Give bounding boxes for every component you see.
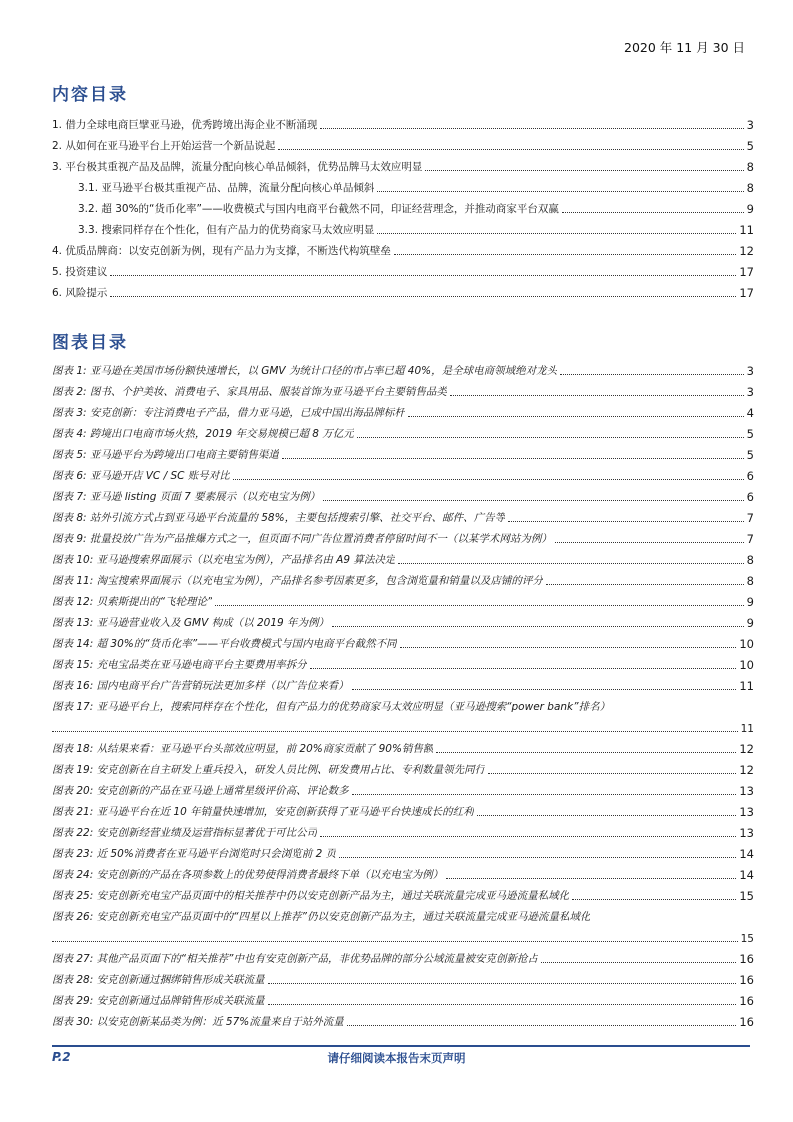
toc-entry-page: 9 [746, 202, 754, 216]
figure-entry-label: 图表 17: 亚马逊平台上，搜索同样存在个性化，但有产品力的优势商家马太效应明显（亚马逊搜索“power bank”排名） [52, 701, 611, 713]
figure-entry-label: 图表 29: 安克创新通过品牌销售形成关联流量 [52, 995, 265, 1007]
figure-entry-label: 图表 18: 从结果来看：亚马逊平台头部效应明显，前 20%商家贡献了 90%销售额 [52, 743, 434, 755]
leader-dots [320, 128, 743, 129]
leader-dots [477, 815, 737, 816]
figure-entry-label: 图表 12: 贝索斯提出的“飞轮理论” [52, 596, 213, 608]
toc-entry-page: 12 [739, 244, 754, 258]
figure-entry-label: 图表 25: 安克创新充电宝产品页面中的相关推荐中仍以安克创新产品为主，通过关联流量完成亚马逊流量私域化 [52, 890, 570, 902]
leader-dots [560, 374, 744, 375]
figure-entry-10[interactable] [52, 551, 754, 567]
figure-entry-page: 15 [740, 933, 754, 945]
leader-dots [408, 416, 744, 417]
toc-entry-page: 8 [746, 181, 754, 195]
leader-dots [52, 731, 738, 732]
figure-entry-label: 图表 30: 以安克创新某品类为例：近 57%流量来自于站外流量 [52, 1016, 344, 1028]
figure-entry-27[interactable] [52, 950, 754, 966]
figure-entry-page: 5 [746, 448, 754, 462]
figure-entry-page: 3 [746, 385, 754, 399]
figure-entry-page: 5 [746, 427, 754, 441]
leader-dots [347, 1025, 737, 1026]
figure-entry-9[interactable] [52, 530, 754, 546]
figure-entry-23[interactable] [52, 845, 754, 861]
content-toc-title: 内容目录 [52, 85, 128, 105]
figure-entry-label: 图表 3: 安克创新：专注消费电子产品，借力亚马逊，已成中国出海品牌标杆 [52, 407, 405, 419]
figure-entry-29[interactable] [52, 992, 754, 1008]
figure-entry-18[interactable] [52, 740, 754, 756]
leader-dots [52, 941, 738, 942]
report-date: 2020 年 11 月 30 日 [624, 40, 745, 55]
leader-dots [110, 296, 736, 297]
figure-entry-15[interactable] [52, 656, 754, 672]
figure-entry-label: 图表 23: 近 50%消费者在亚马逊平台浏览时只会浏览前 2 页 [52, 848, 337, 860]
figure-entry-label: 图表 15: 充电宝品类在亚马逊电商平台主要费用率拆分 [52, 659, 307, 671]
figure-entry-16[interactable] [52, 677, 754, 693]
toc-entry-label: 3.1. 亚马逊平台极其重视产品、品牌，流量分配向核心单品倾斜 [78, 182, 375, 194]
figure-entry-24[interactable] [52, 866, 754, 882]
figure-entry-label: 图表 27: 其他产品页面下的“相关推荐”中也有安克创新产品，非优势品牌的部分公域流量被安克创新抢占 [52, 953, 538, 965]
leader-dots [400, 647, 737, 648]
leader-dots [508, 521, 744, 522]
toc-entry-page: 17 [739, 286, 754, 300]
toc-entry-label: 6. 风险提示 [52, 287, 108, 299]
toc-entry-5[interactable] [52, 263, 754, 279]
toc-entry-label: 4. 优质品牌商：以安克创新为例，现有产品力为支撑，不断迭代构筑壁垒 [52, 245, 391, 257]
figure-entry-label: 图表 7: 亚马逊 listing 页面 7 要素展示（以充电宝为例） [52, 491, 321, 503]
figure-entry-page: 16 [739, 952, 754, 966]
leader-dots [352, 794, 737, 795]
toc-entry-3-1[interactable] [78, 179, 754, 195]
leader-dots [562, 212, 744, 213]
toc-entry-page: 8 [746, 160, 754, 174]
figure-entry-label: 图表 6: 亚马逊开店 VC / SC 账号对比 [52, 470, 230, 482]
toc-entry-label: 3.2. 超 30%的“货币化率”——收费模式与国内电商平台截然不同，印证经营理念，并推动商家平台双赢 [78, 203, 559, 215]
figure-entry-label: 图表 2: 图书、个护美妆、消费电子、家具用品、服装首饰为亚马逊平台主要销售品类 [52, 386, 447, 398]
figure-entry-label: 图表 16: 国内电商平台广告营销玩法更加多样（以广告位来看） [52, 680, 349, 692]
figure-entry-page: 12 [739, 742, 754, 756]
leader-dots [233, 479, 744, 480]
toc-entry-page: 3 [746, 118, 754, 132]
toc-entry-label: 1. 借力全球电商巨擘亚马逊，优秀跨境出海企业不断涌现 [52, 119, 318, 131]
figure-entry-25[interactable] [52, 887, 754, 903]
figure-entry-page: 16 [739, 1015, 754, 1029]
figure-entry-page: 10 [739, 658, 754, 672]
figure-entry-label: 图表 4: 跨境出口电商市场火热，2019 年交易规模已超 8 万亿元 [52, 428, 354, 440]
leader-dots [394, 254, 737, 255]
figure-entry-page: 7 [746, 532, 754, 546]
figure-entry-12[interactable] [52, 593, 754, 609]
figure-entry-label: 图表 14: 超 30%的“货币化率”——平台收费模式与国内电商平台截然不同 [52, 638, 397, 650]
figure-entry-label: 图表 22: 安克创新经营业绩及运营指标显著优于可比公司 [52, 827, 318, 839]
leader-dots [268, 983, 737, 984]
figure-entry-30[interactable] [52, 1013, 754, 1029]
figure-entry-page: 15 [739, 889, 754, 903]
figure-entry-label: 图表 1: 亚马逊在美国市场份额快速增长，以 GMV 为统计口径的市占率已超 40%，是全球电商领域绝对龙头 [52, 365, 558, 377]
figure-entry-26-continuation[interactable] [52, 929, 754, 945]
leader-dots [332, 626, 744, 627]
leader-dots [310, 668, 737, 669]
leader-dots [377, 191, 743, 192]
figure-entry-6[interactable] [52, 467, 754, 483]
figure-entry-26[interactable] [52, 908, 754, 924]
figure-entry-4[interactable] [52, 425, 754, 441]
toc-entry-page: 5 [746, 139, 754, 153]
figure-entry-17[interactable] [52, 698, 754, 714]
figure-entry-page: 7 [746, 511, 754, 525]
leader-dots [555, 542, 744, 543]
figure-entry-page: 13 [739, 826, 754, 840]
figure-entry-page: 3 [746, 364, 754, 378]
leader-dots [541, 962, 736, 963]
figure-entry-22[interactable] [52, 824, 754, 840]
leader-dots [282, 458, 744, 459]
figure-entry-label: 图表 28: 安克创新通过捆绑销售形成关联流量 [52, 974, 265, 986]
footer-divider [52, 1045, 750, 1047]
leader-dots [446, 878, 736, 879]
toc-entry-6[interactable] [52, 284, 754, 300]
figure-entry-page: 6 [746, 469, 754, 483]
figure-entry-label: 图表 26: 安克创新充电宝产品页面中的“四星以上推荐”仍以安克创新产品为主，通过关联流量完成亚马逊流量私域化 [52, 911, 591, 923]
leader-dots [352, 689, 737, 690]
toc-entry-3-2[interactable] [78, 200, 754, 216]
toc-entry-page: 17 [739, 265, 754, 279]
leader-dots [268, 1004, 737, 1005]
figure-entry-3[interactable] [52, 404, 754, 420]
figure-entry-label: 图表 21: 亚马逊平台在近 10 年销量快速增加，安克创新获得了亚马逊平台快速成长的红利 [52, 806, 474, 818]
figure-entry-7[interactable] [52, 488, 754, 504]
leader-dots [436, 752, 736, 753]
footer-page-number: P.2 [52, 1050, 71, 1064]
figure-entry-page: 14 [739, 847, 754, 861]
toc-entry-label: 3.3. 搜索同样存在个性化，但有产品力的优势商家马太效应明显 [78, 224, 375, 236]
leader-dots [546, 584, 744, 585]
figure-entry-label: 图表 11: 淘宝搜索界面展示（以充电宝为例），产品排名参考因素更多，包含浏览量和销量以及店铺的评分 [52, 575, 543, 587]
figure-entry-page: 11 [740, 723, 754, 735]
leader-dots [323, 500, 744, 501]
figure-entry-page: 8 [746, 553, 754, 567]
leader-dots [357, 437, 744, 438]
toc-entry-1[interactable] [52, 116, 754, 132]
figure-entry-8[interactable] [52, 509, 754, 525]
toc-entry-page: 11 [739, 223, 754, 237]
figure-entry-label: 图表 20: 安克创新的产品在亚马逊上通常星级评价高、评论数多 [52, 785, 349, 797]
toc-entry-2[interactable] [52, 137, 754, 153]
figure-entry-page: 9 [746, 616, 754, 630]
toc-entry-label: 5. 投资建议 [52, 266, 108, 278]
leader-dots [320, 836, 736, 837]
leader-dots [110, 275, 736, 276]
figure-entry-5[interactable] [52, 446, 754, 462]
toc-entry-3-3[interactable] [78, 221, 754, 237]
toc-entry-4[interactable] [52, 242, 754, 258]
figure-entry-1[interactable] [52, 362, 754, 378]
figure-entry-label: 图表 10: 亚马逊搜索界面展示（以充电宝为例），产品排名由 A9 算法决定 [52, 554, 396, 566]
figure-entry-28[interactable] [52, 971, 754, 987]
leader-dots [488, 773, 736, 774]
figure-entry-page: 13 [739, 784, 754, 798]
figure-entry-page: 8 [746, 574, 754, 588]
figure-entry-label: 图表 19: 安克创新在自主研发上重兵投入，研发人员比例、研发费用占比、专利数量领先同行 [52, 764, 486, 776]
figure-toc-title: 图表目录 [52, 333, 128, 353]
figure-entry-page: 9 [746, 595, 754, 609]
leader-dots [377, 233, 736, 234]
leader-dots [398, 563, 743, 564]
figure-entry-page: 11 [739, 679, 754, 693]
figure-entry-17-continuation[interactable] [52, 719, 754, 735]
leader-dots [425, 170, 743, 171]
figure-entry-page: 6 [746, 490, 754, 504]
figure-entry-2[interactable] [52, 383, 754, 399]
toc-entry-3[interactable] [52, 158, 754, 174]
figure-entry-label: 图表 5: 亚马逊平台为跨境出口电商主要销售渠道 [52, 449, 279, 461]
footer-disclaimer: 请仔细阅读本报告末页声明 [327, 1051, 466, 1065]
leader-dots [572, 899, 736, 900]
figure-entry-page: 12 [739, 763, 754, 777]
figure-entry-20[interactable] [52, 782, 754, 798]
figure-entry-19[interactable] [52, 761, 754, 777]
figure-entry-page: 4 [746, 406, 754, 420]
leader-dots [339, 857, 736, 858]
figure-entry-page: 13 [739, 805, 754, 819]
toc-entry-label: 3. 平台极其重视产品及品牌，流量分配向核心单品倾斜，优势品牌马太效应明显 [52, 161, 423, 173]
toc-entry-label: 2. 从如何在亚马逊平台上开始运营一个新品说起 [52, 140, 276, 152]
leader-dots [278, 149, 743, 150]
figure-entry-label: 图表 9: 批量投放广告为产品推爆方式之一，但页面不同广告位置消费者停留时间不一（以某学术网站为例） [52, 533, 552, 545]
figure-entry-label: 图表 13: 亚马逊营业收入及 GMV 构成（以 2019 年为例） [52, 617, 330, 629]
leader-dots [215, 605, 743, 606]
leader-dots [450, 395, 744, 396]
figure-entry-page: 10 [739, 637, 754, 651]
figure-entry-11[interactable] [52, 572, 754, 588]
figure-entry-13[interactable] [52, 614, 754, 630]
figure-entry-14[interactable] [52, 635, 754, 651]
figure-entry-page: 16 [739, 994, 754, 1008]
figure-entry-21[interactable] [52, 803, 754, 819]
figure-entry-page: 16 [739, 973, 754, 987]
figure-entry-page: 14 [739, 868, 754, 882]
figure-entry-label: 图表 8: 站外引流方式占到亚马逊平台流量的 58%，主要包括搜索引擎、社交平台、邮件、广告等 [52, 512, 506, 524]
figure-entry-label: 图表 24: 安克创新的产品在各项参数上的优势使得消费者最终下单（以充电宝为例） [52, 869, 444, 881]
